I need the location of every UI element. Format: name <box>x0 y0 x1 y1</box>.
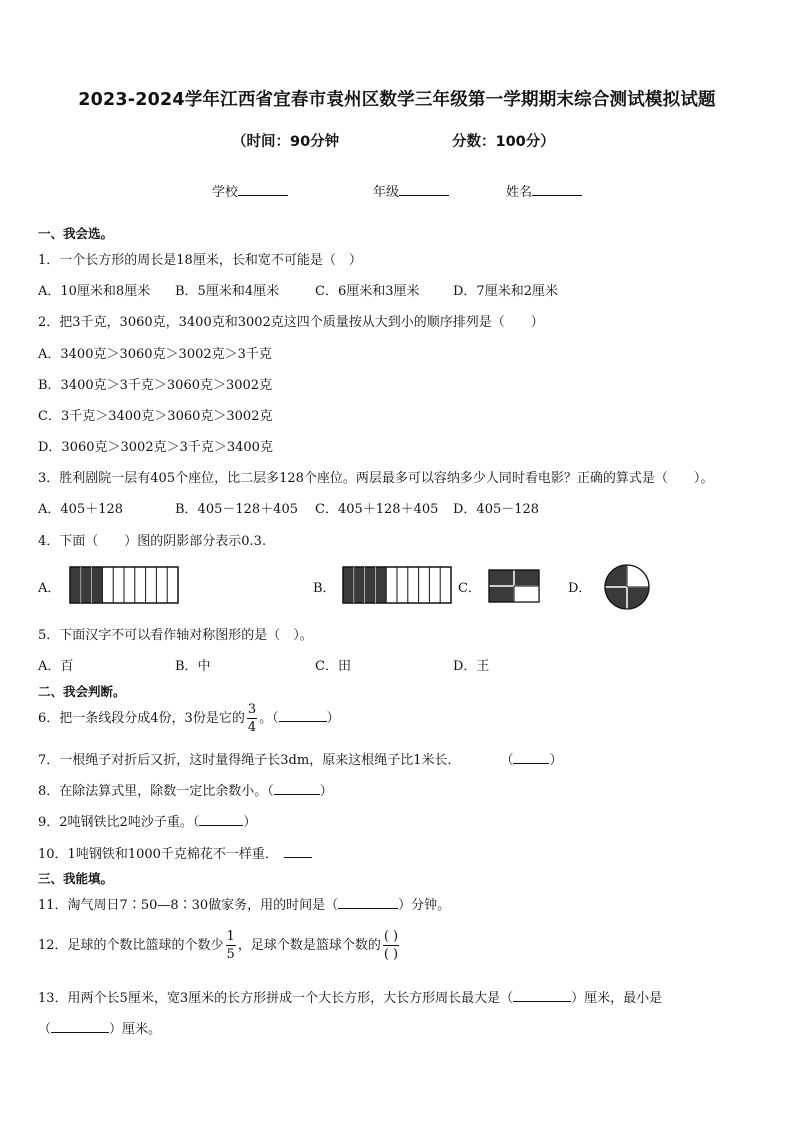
q4-option-b[interactable]: B． <box>313 581 336 596</box>
q6-answer-blank[interactable] <box>279 708 327 722</box>
question-10: 10．1吨钢铁和1000千克棉花不一样重． <box>38 843 312 862</box>
q4-figure-d <box>603 563 651 611</box>
q13-max-blank[interactable] <box>513 988 571 1002</box>
q4-figure-b <box>342 566 453 604</box>
q2-option-a[interactable]: A．3400克＞3060克＞3002克＞3千克 <box>38 347 272 362</box>
q1-option-c[interactable]: C．6厘米和3厘米 <box>315 284 420 299</box>
question-7: 7．一根绳子对折后又折，这时量得绳子长3dm，原来这根绳子比1米长． （ ） <box>38 749 563 768</box>
q6-fraction: $\frac{3}{4}$ <box>247 702 257 735</box>
section-heading-choose: 一、我会选。 <box>38 226 114 241</box>
q3-option-a[interactable]: A．405＋128 <box>38 502 124 517</box>
section-heading-fill: 三、我能填。 <box>38 871 114 886</box>
q11-answer-blank[interactable] <box>338 895 398 909</box>
q3-option-c[interactable]: C．405＋128＋405 <box>315 502 439 517</box>
q1-option-b[interactable]: B．5厘米和4厘米 <box>175 284 280 299</box>
time-label: （时间：90分钟 <box>232 134 340 150</box>
question-9: 9．2吨钢铁比2吨沙子重。（ ） <box>38 811 256 830</box>
question-2: 2．把3千克，3060克，3400克和3002克这四个质量按从大到小的顺序排列是（ ） <box>38 315 544 330</box>
school-field[interactable] <box>212 181 288 200</box>
q3-option-d[interactable]: D．405－128 <box>453 502 540 517</box>
name-blank[interactable] <box>532 181 582 196</box>
q4-option-d[interactable]: D． <box>568 581 592 596</box>
q5-option-b[interactable]: B．中 <box>175 659 211 674</box>
q4-option-a[interactable]: A． <box>38 581 61 596</box>
question-11: 11．淘气周日7∶50—8∶30做家务，用的时间是（ ）分钟。 <box>38 894 450 913</box>
grade-blank[interactable] <box>399 181 449 196</box>
q2-option-b[interactable]: B．3400克＞3千克＞3060克＞3002克 <box>38 378 273 393</box>
q1-option-d[interactable]: D．7厘米和2厘米 <box>453 284 558 299</box>
q12-answer-fraction[interactable]: $\frac{( )}{( )}$ <box>383 929 399 962</box>
school-label: 学校 <box>212 185 239 200</box>
q12-fraction: $\frac{1}{5}$ <box>226 929 235 962</box>
page-title: 2023-2024学年江西省宜春市袁州区数学三年级第一学期期末综合测试模拟试题 <box>78 90 716 110</box>
question-13: 13．用两个长5厘米，宽3厘米的长方形拼成一个大长方形，大长方形周长最大是（ ）厘米，最小是 <box>38 987 662 1006</box>
section-heading-judge: 二、我会判断。 <box>38 684 126 699</box>
question-5: 5．下面汉字不可以看作轴对称图形的是（ ）。 <box>38 628 313 643</box>
grade-label: 年级 <box>373 185 400 200</box>
question-3: 3．胜利剧院一层有405个座位，比二层多128个座位。两层最多可以容纳多少人同时看电影？正确的算式是（ ）。 <box>38 471 714 486</box>
name-field[interactable] <box>506 181 582 200</box>
question-12: 12．足球的个数比篮球的个数少 $\frac{1}{5}$ ，足球个数是篮球个数的 $\frac{( )}{( )}$ <box>38 929 399 962</box>
q2-option-c[interactable]: C．3千克＞3400克＞3060克＞3002克 <box>38 409 273 424</box>
question-13-line2: （ ）厘米。 <box>38 1018 161 1037</box>
q2-option-d[interactable]: D．3060克＞3002克＞3千克＞3400克 <box>38 440 273 455</box>
q5-option-d[interactable]: D．王 <box>453 659 490 674</box>
q4-figure-a <box>69 566 180 604</box>
question-4: 4．下面（ ）图的阴影部分表示0.3. <box>38 534 267 549</box>
q9-answer-blank[interactable] <box>199 812 243 826</box>
q4-figure-c <box>488 569 540 603</box>
question-8: 8．在除法算式里，除数一定比余数小。（ ） <box>38 780 333 799</box>
q3-option-b[interactable]: B．405－128＋405 <box>175 502 298 517</box>
q4-option-c[interactable]: C． <box>458 581 481 596</box>
q5-option-a[interactable]: A．百 <box>38 659 74 674</box>
grade-field[interactable] <box>373 181 449 200</box>
school-blank[interactable] <box>238 181 288 196</box>
question-6: 6．把一条线段分成4份，3份是它的 $\frac{3}{4}$ 。（ ） <box>38 702 340 735</box>
q13-min-blank[interactable] <box>51 1019 109 1033</box>
q7-answer-blank[interactable] <box>513 750 549 764</box>
q1-option-a[interactable]: A．10厘米和8厘米 <box>38 284 151 299</box>
name-label: 姓名 <box>506 185 533 200</box>
question-1: 1．一个长方形的周长是18厘米，长和宽不可能是（ ） <box>38 253 362 268</box>
score-label: 分数：100分） <box>452 134 555 150</box>
q10-answer-blank[interactable] <box>284 844 312 858</box>
q5-option-c[interactable]: C．田 <box>315 659 351 674</box>
q8-answer-blank[interactable] <box>274 781 320 795</box>
